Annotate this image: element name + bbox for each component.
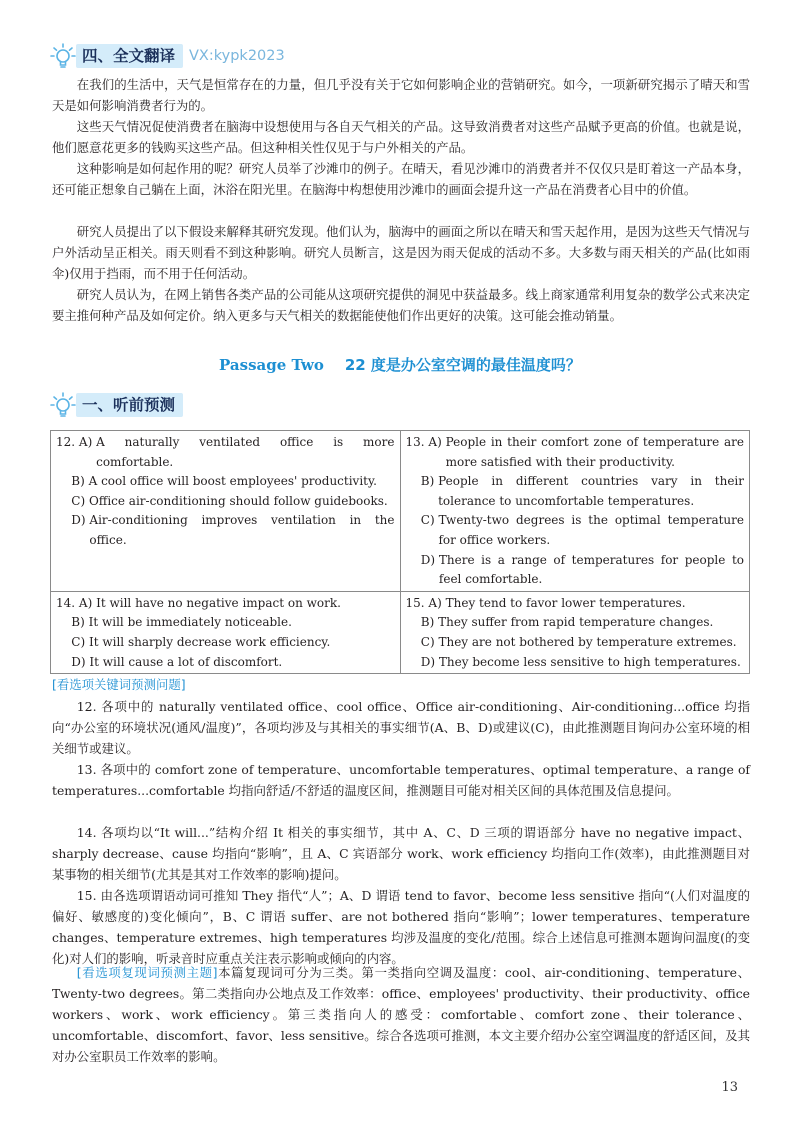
question-12 bbox=[51, 431, 401, 592]
analysis-summary: [看选项复现词预测主题]本篇复现词可分为三类。第一类指向空调及温度：cool、air-conditioning、temperature、Twenty-two degrees。第二类指向办公地点及工作效率：office、employees' productivity、their productivity、office workers、work、work efficiency。第三类指向人的感受：comfortable、comfort zone、their tolerance、uncomfortable、discomfort、favor、less sensitive。综合各选项可推测，本文主要介绍办公室空调温度的舒适区间，及其对办公室职员工作效率的影响。 bbox=[52, 965, 750, 1064]
translation-paragraph: 这些天气情况促使消费者在脑海中设想使用与各自天气相关的产品。这导致消费者对这些产品赋予更高的价值。也就是说，他们愿意花更多的钱购买这些产品。但这种相关性仅见于与户外相关的产品。 bbox=[52, 119, 750, 155]
lightbulb-icon bbox=[50, 392, 76, 418]
option-b: B) A cool office will boost employees' productivity. bbox=[71, 474, 377, 489]
option-c: C) Office air-conditioning should follow guidebooks. bbox=[71, 493, 388, 508]
question-14 bbox=[51, 591, 401, 673]
translation-paragraph: 这种影响是如何起作用的呢？研究人员举了沙滩巾的例子。在晴天，看见沙滩巾的消费者并不仅仅只是盯着这一产品本身，还可能正想象自己躺在上面，沐浴在阳光里。在脑海中构想使用沙滩巾的画面会提升这一产品在消费者心目中的价值。 bbox=[52, 161, 750, 197]
option-d: D) They become less sensitive to high temperatures. bbox=[420, 654, 741, 669]
question-15 bbox=[400, 591, 750, 673]
option-b: B) They suffer from rapid temperature changes. bbox=[420, 615, 714, 630]
analysis-q13: 13. 各项中的 comfort zone of temperature、uncomfortable temperatures、optimal temperature、a range of temperatures...comfortable 均指向舒适/不舒适的温度区间，推测题目可能对相关区间的具体范围及信息提问。 bbox=[52, 762, 750, 798]
section-header-prediction bbox=[50, 390, 183, 420]
question-13 bbox=[400, 431, 750, 592]
passage-label: Passage Two bbox=[219, 356, 324, 374]
analysis-q15: 15. 由各选项谓语动词可推知 They 指代“人”；A、D 谓语 tend to favor、become less sensitive 指向“(人们对温度的偏好、敏感度的)变化倾向”，B、C 谓语 suffer、are not bothered 指向“影响”；lower temperatures、temperature changes、temperature extremes、high temperatures 均涉及温度的变化/范围。综合上述信息可推测本题询问温度(的变化)对人们的影响，听录音时应重点关注表示影响或倾向的内容。 bbox=[52, 888, 750, 966]
option-b: B) It will be immediately noticeable. bbox=[71, 615, 292, 630]
watermark-text: VX:kypk2023 bbox=[189, 48, 285, 64]
option-c: C) They are not bothered by temperature extremes. bbox=[420, 634, 737, 649]
passage-heading: 22 度是办公室空调的最佳温度吗？ bbox=[344, 356, 581, 374]
section-title: 四、全文翻译 bbox=[76, 44, 183, 68]
translation-paragraph: 研究人员提出了以下假设来解释其研究发现。他们认为，脑海中的画面之所以在晴天和雪天起作用，是因为这些天气情况与户外活动呈正相关。雨天则看不到这种影响。研究人员断言，这是因为雨天促成的活动不多。大多数与雨天相关的产品(比如雨伞)仅用于挡雨，而不用于任何活动。 bbox=[52, 224, 750, 281]
section-title: 一、听前预测 bbox=[76, 393, 183, 417]
lightbulb-icon bbox=[50, 43, 76, 69]
option-c: C) It will sharply decrease work efficiency. bbox=[71, 634, 331, 649]
passage-title bbox=[0, 354, 800, 375]
option-c: C) Twenty-two degrees is the optimal temperature for office workers. bbox=[420, 513, 744, 547]
section-header-translation bbox=[50, 41, 285, 71]
option-a: 14. A) It will have no negative impact on work. bbox=[56, 595, 341, 610]
option-b: B) People in different countries vary in their tolerance to uncomfortable temperatures. bbox=[420, 474, 744, 508]
option-d: D) Air-conditioning improves ventilation in the office. bbox=[71, 513, 395, 547]
option-a: 15. A) They tend to favor lower temperatures. bbox=[405, 595, 686, 610]
analysis-tag: [看选项关键词预测问题] bbox=[52, 677, 186, 692]
translation-paragraph: 在我们的生活中，天气是恒常存在的力量，但几乎没有关于它如何影响企业的营销研究。如今，一项新研究揭示了晴天和雪天是如何影响消费者行为的。 bbox=[52, 77, 750, 113]
option-a: 12. A) A naturally ventilated office is more comfortable. bbox=[56, 435, 395, 469]
option-d: D) It will cause a lot of discomfort. bbox=[71, 654, 283, 669]
options-table bbox=[50, 430, 750, 674]
option-a: 13. A) People in their comfort zone of temperature are more satisfied with their productivity. bbox=[405, 435, 744, 469]
analysis-q12: 12. 各项中的 naturally ventilated office、cool office、Office air-conditioning、Air-conditioning...office 均指向“办公室的环境状况(通风/温度)”，各项均涉及与其相关的事实细节(A、B、D)或建议(C)，由此推测题目询问办公室环境的相关细节或建议。 bbox=[52, 699, 750, 756]
page-number: 13 bbox=[721, 1080, 738, 1095]
translation-paragraph: 研究人员认为，在网上销售各类产品的公司能从这项研究提供的洞见中获益最多。线上商家通常利用复杂的数学公式来决定要主推何种产品及如何定价。纳入更多与天气相关的数据能使他们作出更好的决策。这可能会推动销量。 bbox=[52, 287, 750, 323]
option-d: D) There is a range of temperatures for people to feel comfortable. bbox=[420, 552, 744, 587]
analysis-q14: 14. 各项均以“It will...”结构介绍 It 相关的事实细节，其中 A、C、D 三项的谓语部分 have no negative impact、sharply decrease、cause 均指向“影响”，且 A、C 宾语部分 work、work efficiency 均指向工作(效率)，由此推测题目对某事物的相关细节(尤其是其对工作效率的影响)提问。 bbox=[52, 825, 750, 882]
